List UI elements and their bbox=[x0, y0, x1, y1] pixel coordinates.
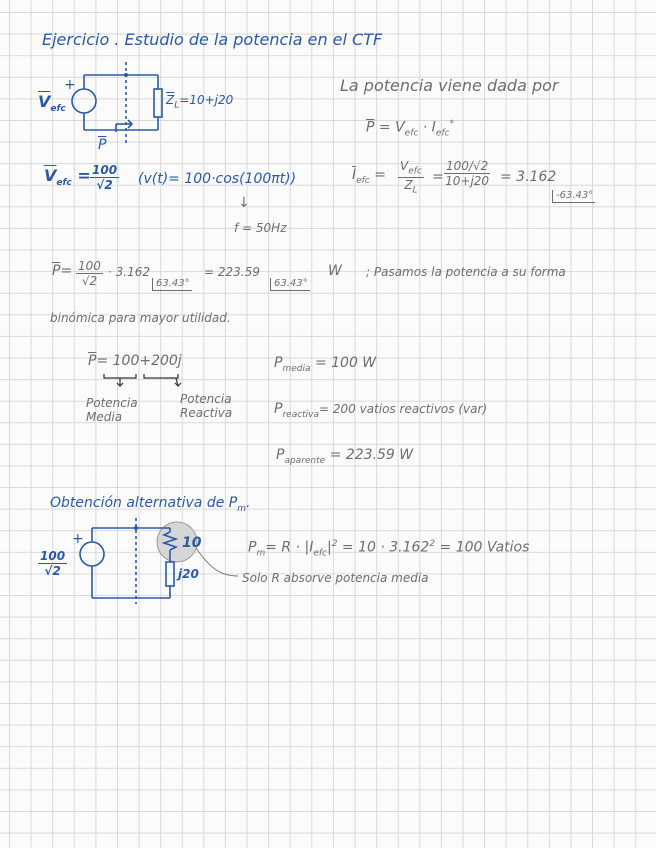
p-reactiva: $P_{reactiva}= 200$ vatios reactivos (var) bbox=[274, 401, 488, 420]
pm-formula: $P_m= R \cdot |I_{efc}|^2 = 10 \cdot 3.162^2 = 100$ Vatios bbox=[248, 539, 530, 559]
power-line-angle1: 63.43° bbox=[152, 278, 192, 291]
current-angle: -63.43° bbox=[552, 190, 595, 203]
power-line-times: · 3.162 bbox=[108, 265, 150, 279]
frequency: f = 50Hz bbox=[234, 221, 287, 235]
vefc-lhs: $\overline{V}_{efc}$ = bbox=[44, 166, 91, 189]
page-title: Ejercicio . Estudio de la potencia en el CTF bbox=[42, 30, 383, 49]
power-line-result: = 223.59 bbox=[204, 265, 260, 279]
power-line-lhs: $\overline{P}=$ bbox=[52, 263, 73, 279]
x-value: j20 bbox=[178, 567, 199, 581]
power-formula: $\overline{P} = V_{efc} \cdot I_{efc}^*$ bbox=[366, 119, 454, 139]
power-line-fraction: $\frac{100}{√2}$ bbox=[78, 259, 101, 288]
label-potencia-reactiva: Potencia Reactiva bbox=[180, 392, 233, 421]
source-label-vefc: $\overline{V}_{efc}$ bbox=[38, 92, 66, 115]
note-solo-r: Solo R absorve potencia media bbox=[242, 571, 429, 585]
power-line-unit: W bbox=[328, 263, 342, 279]
power-line-angle2: 63.43° bbox=[270, 278, 310, 291]
title-underline bbox=[42, 52, 372, 56]
source2-plus: + bbox=[72, 531, 84, 547]
freq-arrow: ↓ bbox=[238, 195, 250, 211]
current-lhs: $\overline{I}_{efc}$ = bbox=[352, 167, 386, 186]
p-aparente: $P_{aparente} = 223.59$ W bbox=[276, 447, 414, 466]
p-media: $P_{media} = 100$ W bbox=[274, 355, 377, 374]
current-fraction-numeric: $\frac{100/√2}{10+j20}$ bbox=[445, 159, 490, 188]
circuit-diagram-1 bbox=[58, 60, 178, 153]
vefc-fraction: $\frac{100}{√2}$ bbox=[92, 163, 118, 192]
binomial-expression: $\overline{P}= 100+200j$ bbox=[88, 353, 182, 369]
power-line-comment2: binómica para mayor utilidad. bbox=[50, 311, 231, 325]
current-result: = 3.162 bbox=[500, 169, 557, 185]
load-label-zl: $\overline{Z}_L=10+j20$ bbox=[166, 93, 234, 111]
binomial-brackets bbox=[100, 372, 190, 392]
current-eq2: = bbox=[432, 169, 444, 185]
source-plus: + bbox=[64, 77, 76, 93]
circuit-diagram-2 bbox=[60, 518, 240, 608]
r-value: 10 bbox=[182, 535, 202, 551]
power-arrow-label: $\overline{P}$ bbox=[98, 137, 107, 153]
source2-fraction: $\frac{100}{√2}$ bbox=[40, 549, 66, 578]
current-fraction-symbolic: $V_{efc}$ $Z_L$ bbox=[400, 159, 422, 196]
intro-text: La potencia viene dada por bbox=[340, 76, 559, 95]
alt-heading: Obtención alternativa de $P_m$. bbox=[50, 495, 251, 514]
label-potencia-media: Potencia Media bbox=[86, 396, 138, 425]
vt-expression: (v(t)= 100·cos(100πt)) bbox=[138, 171, 297, 187]
power-line-comment: ; Pasamos la potencia a su forma bbox=[366, 265, 566, 279]
